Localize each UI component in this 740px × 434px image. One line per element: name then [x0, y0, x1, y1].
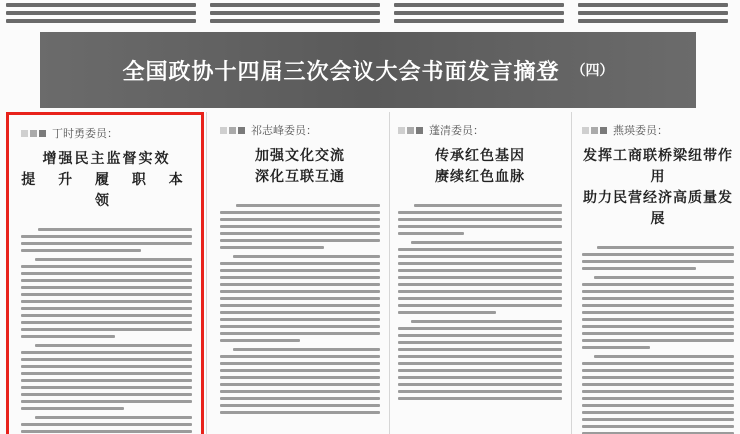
- banner-subtitle: （四）: [571, 63, 614, 79]
- square-bullet-icon: [582, 127, 589, 134]
- article-body-text: [398, 204, 562, 400]
- square-bullet-icon: [407, 127, 414, 134]
- column-divider: [389, 112, 390, 434]
- article-headline[interactable]: [21, 149, 192, 212]
- banner-title: 全国政协十四届三次会议大会书面发言摘登: [122, 59, 560, 85]
- headline-line: 传承红色基因: [435, 148, 525, 164]
- author-name: 燕瑛委员：: [613, 124, 668, 137]
- article-headline[interactable]: [220, 146, 380, 188]
- article-2[interactable]: [210, 112, 386, 434]
- article-body-text: [220, 204, 380, 414]
- headline-line: 增强民主监督实效: [42, 151, 171, 167]
- author-byline: [398, 122, 562, 138]
- author-byline: [220, 122, 380, 138]
- author-name: 祁志峰委员：: [251, 124, 317, 137]
- headline-line: 加强文化交流: [255, 148, 345, 164]
- square-bullet-icon: [30, 130, 37, 137]
- square-bullet-icon: [238, 127, 245, 134]
- square-bullet-icon: [600, 127, 607, 134]
- column-divider: [571, 112, 572, 434]
- previous-page-text-strip: [0, 0, 740, 32]
- author-byline: [21, 125, 192, 141]
- article-body-text: [582, 246, 734, 434]
- author-byline: [582, 122, 734, 138]
- square-bullet-icon: [21, 130, 28, 137]
- square-bullet-icon: [416, 127, 423, 134]
- article-4[interactable]: [574, 112, 740, 434]
- column-divider: [206, 112, 207, 434]
- square-bullet-icon: [39, 130, 46, 137]
- article-headline[interactable]: [582, 146, 734, 230]
- article-3[interactable]: [392, 112, 568, 434]
- section-banner: [40, 32, 696, 108]
- article-headline[interactable]: [398, 146, 562, 188]
- square-bullet-icon: [229, 127, 236, 134]
- square-bullet-icon: [591, 127, 598, 134]
- author-name: 蓬清委员：: [429, 124, 484, 137]
- headline-line: 深化互联互通: [255, 169, 345, 185]
- headline-line: 发挥工商联桥梁纽带作用: [583, 148, 733, 185]
- article-1[interactable]: [6, 112, 204, 434]
- headline-line: 赓续红色血脉: [435, 169, 525, 185]
- article-body-text: [21, 228, 192, 434]
- headline-line: 助力民营经济高质量发展: [583, 190, 733, 227]
- author-name: 丁时勇委员：: [52, 127, 118, 140]
- square-bullet-icon: [398, 127, 405, 134]
- headline-line: 提 升 履 职 本 领: [21, 172, 192, 209]
- square-bullet-icon: [220, 127, 227, 134]
